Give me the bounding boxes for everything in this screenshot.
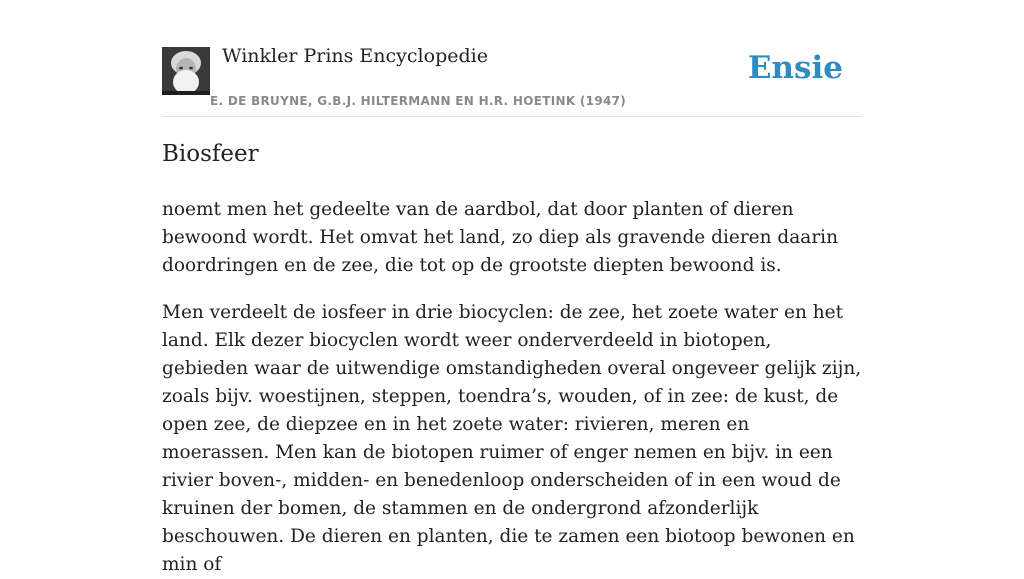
ensie-logo[interactable]: Ensie <box>747 50 843 86</box>
publication-header <box>162 0 862 117</box>
author-portrait-image <box>162 47 210 95</box>
article-paragraph: Men verdeelt de iosfeer in drie biocyclen: de zee, het zoete water en het land. Elk dezer biocyclen wordt weer onderverdeeld in biotopen, gebieden waar de uitwendige omstandigheden overal ongeveer gelijk zijn, zoals bijv. woestijnen, steppen, toendra’s, wouden, of in zee: de kust, de open zee, de diepzee en in het zoete water: rivieren, meren en moerassen. Men kan de biotopen ruimer of enger nemen en bijv. in een rivier boven-, midden- en benedenloop onderscheiden of in een woud de kruinen der bomen, de stammen en de ondergrond afzonderlijk beschouwen. De dieren en planten, die te zamen een biotoop bewonen en min of <box>162 302 862 575</box>
article <box>162 138 862 579</box>
publication-authors: E. DE BRUYNE, G.B.J. HILTERMANN EN H.R. HOETINK (1947) <box>210 94 627 108</box>
publication-title[interactable]: Winkler Prins Encyclopedie <box>222 45 488 67</box>
author-avatar[interactable] <box>162 47 210 95</box>
article-paragraph: noemt men het gedeelte van de aardbol, dat door planten of dieren bewoond wordt. Het omvat het land, zo diep als gravende dieren daarin doordringen en de zee, die tot op de grootste diepten bewoond is. <box>162 199 838 276</box>
article-title: Biosfeer <box>162 141 259 167</box>
